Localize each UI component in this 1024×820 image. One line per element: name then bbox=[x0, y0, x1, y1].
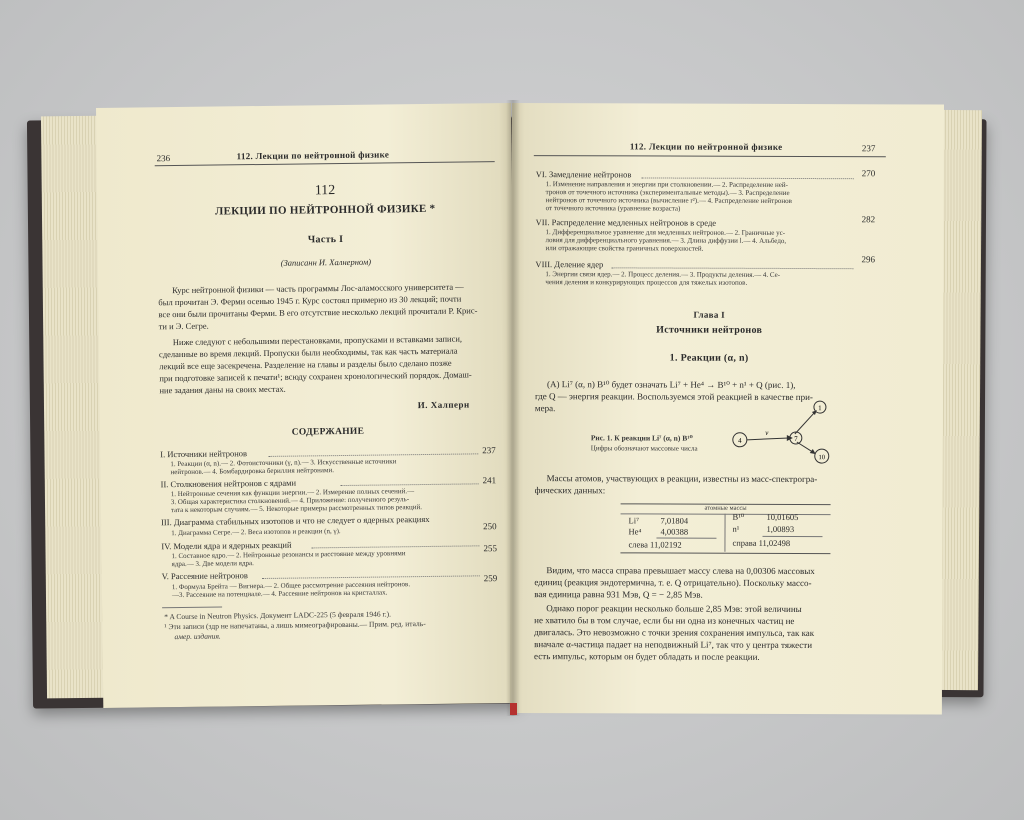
lecture-title: ЛЕКЦИИ ПО НЕЙТРОННОЙ ФИЗИКЕ * bbox=[214, 202, 436, 218]
mass-symbol: He⁴ bbox=[628, 526, 642, 537]
toc-sub: 1. Энергии связи ядер.— 2. Процесс деления.— 3. Продукты деления.— 4. Се- bbox=[545, 270, 781, 279]
mass-symbol: Li⁷ bbox=[628, 515, 640, 526]
right-page bbox=[510, 103, 944, 715]
diagram-node-label: 1 bbox=[818, 404, 822, 413]
footnote: ¹ Эти записи (здр не напечатаны, а лишь мимеографированы.— Прим. ред. италь- bbox=[164, 619, 426, 632]
paragraph-line: есть импульс, которым он будет обладать и после реакции. bbox=[534, 651, 760, 662]
mass-symbol: B¹⁰ bbox=[732, 511, 745, 522]
toc-entry-title: VIII. Деление ядер bbox=[535, 259, 604, 270]
toc-entry-title: VII. Распределение медленных нейтронов в среде bbox=[535, 217, 717, 228]
mass-value: 1,00893 bbox=[766, 523, 795, 534]
intro-line: все они были прочитаны Ферми. В его отсутствие несколько лекций прочитали Р. Крис- bbox=[158, 305, 478, 320]
chapter-label: Глава I bbox=[693, 309, 726, 320]
toc-sub: нейтронов.— 4. Бомбардировка бериллия нейтронами. bbox=[170, 466, 334, 477]
left-page bbox=[96, 103, 518, 708]
toc-entry-title: VI. Замедление нейтронов bbox=[535, 169, 632, 180]
diagram-node-label: 10 bbox=[818, 454, 826, 462]
paragraph-line: мера. bbox=[534, 403, 556, 414]
intro-line: Ниже следуют с небольшими перестановками, пропусками и вставками записи, bbox=[172, 333, 463, 348]
toc-sub: или отражающие свойства граничных поверхностей. bbox=[545, 244, 704, 253]
toc-leader bbox=[268, 453, 478, 457]
right-running-head: 112. Лекции по нейтронной физике bbox=[629, 141, 783, 152]
left-head-rule bbox=[155, 161, 495, 166]
toc-page: 250 bbox=[483, 521, 497, 532]
toc-page: 241 bbox=[482, 475, 497, 486]
mass-table-header: атомные массы bbox=[704, 504, 747, 512]
paragraph-line: Видим, что масса справа превышает массу слева на 0,00306 массовых bbox=[546, 565, 815, 577]
paragraph-line: Массы атомов, участвующих в реакции, известны из масс-спектрогра- bbox=[546, 473, 818, 485]
paragraph-line: фических данных: bbox=[534, 485, 606, 496]
intro-line: Курс нейтронной физики — часть программы Лос-аламосского университета — bbox=[172, 281, 464, 296]
toc-entry-title: V. Рассеяние нейтронов bbox=[161, 570, 248, 582]
intro-line: ние задания даны на своих местах. bbox=[159, 383, 286, 396]
toc-sub: 1. Диаграмма Сегре.— 2. Веса изотопов и реакции (n, γ). bbox=[171, 527, 341, 538]
toc-leader bbox=[642, 177, 854, 179]
footnote: амер. издания. bbox=[174, 631, 221, 642]
diagram-arrow-label: ν bbox=[765, 428, 769, 437]
toc-leader bbox=[341, 483, 479, 486]
figure-note: Цифры обозначают массовые числа bbox=[590, 444, 698, 453]
mass-sum-rule bbox=[656, 538, 716, 539]
right-page-number: 237 bbox=[861, 143, 876, 154]
toc-page: 296 bbox=[861, 254, 875, 265]
diagram-arrow-line bbox=[795, 412, 815, 434]
toc-sub: от точечного источника (уравнение возраста) bbox=[545, 204, 681, 213]
toc-page: 259 bbox=[483, 573, 498, 584]
left-running-head: 112. Лекции по нейтронной физике bbox=[236, 149, 390, 162]
toc-entry-title: I. Источники нейтронов bbox=[160, 448, 248, 460]
toc-leader bbox=[311, 545, 479, 548]
mass-total-left: слева 11,02192 bbox=[628, 539, 682, 550]
reaction-diagram bbox=[725, 394, 837, 470]
diagram-node-label: 4 bbox=[738, 436, 742, 445]
left-page-number: 236 bbox=[156, 153, 171, 164]
footnote-rule bbox=[162, 606, 222, 608]
recorded-by: (Записанн И. Халнерном) bbox=[280, 256, 372, 268]
bookmark-ribbon bbox=[510, 703, 517, 715]
mass-total-right: справа 11,02498 bbox=[732, 537, 791, 548]
mass-sum-rule bbox=[762, 536, 822, 537]
toc-sub: ловия для дифференциального уравнения.— 3. Длина диффузии l.— 4. Альбедо, bbox=[545, 236, 787, 245]
paragraph-line: вая единица равна 931 Мэв, Q = − 2,85 Мэв. bbox=[534, 589, 703, 600]
mass-value: 4,00388 bbox=[660, 526, 689, 537]
toc-entry-title: III. Диаграмма стабильных изотопов и что не следует о ядерных реакциях bbox=[161, 513, 430, 528]
toc-sub: —3. Рассеяние на потенциале.— 4. Рассеяние нейтронов на кристаллах. bbox=[171, 588, 388, 600]
section-title: 1. Реакции (α, n) bbox=[669, 352, 749, 364]
toc-sub: 1. Нейтронные сечения как функции энергии.— 2. Измерение полных сечений.— bbox=[170, 487, 415, 499]
book-gutter bbox=[506, 100, 520, 716]
toc-sub: 1. Дифференциальное уравнение для медленных нейтронов.— 2. Граничные ус- bbox=[545, 228, 786, 237]
part-label: Часть I bbox=[307, 233, 344, 246]
toc-sub: чения деления и конкурирующих процессов для тяжелых изотопов. bbox=[545, 278, 748, 287]
paragraph-line: где Q — энергия реакции. Воспользуемся этой реакцией в качестве при- bbox=[534, 391, 813, 403]
toc-sub: нейтронов от точечного источника (вычисление r²).— 4. Распределение нейтронов bbox=[545, 196, 792, 205]
diagram-node-label: 7 bbox=[794, 434, 798, 443]
toc-sub: 1. Составное ядро.— 2. Нейтронные резонансы и расстояние между уровнями bbox=[171, 549, 406, 561]
paragraph-line: двигалась. Это невозможно с точки зрения сохранения импульса, так как bbox=[534, 627, 815, 639]
paragraph-line: Однако порог реакции несколько больше 2,85 Мэв: этой величины bbox=[546, 603, 802, 615]
signature: И. Халперн bbox=[417, 399, 470, 411]
intro-line: ти и Э. Сегре. bbox=[158, 320, 209, 332]
footnote: * A Course in Neutron Physics. Документ LADC-225 (5 февраля 1946 г.). bbox=[164, 609, 392, 622]
right-head-rule bbox=[534, 155, 886, 157]
diagram-arrow-line bbox=[747, 438, 789, 440]
toc-sub: 1. Реакции (α, n).— 2. Фотоисточники (γ, n).— 3. Искусственные источники bbox=[170, 457, 397, 469]
toc-entry-title: IV. Модели ядра и ядерных реакций bbox=[161, 539, 292, 552]
chapter-number: 112 bbox=[314, 183, 336, 199]
toc-page: 255 bbox=[483, 543, 497, 554]
mass-value: 10,01605 bbox=[766, 511, 799, 523]
toc-page: 282 bbox=[861, 214, 876, 225]
mass-value: 7,01804 bbox=[660, 515, 689, 526]
toc-page: 237 bbox=[482, 445, 496, 456]
figure-caption: Рис. 1. К реакции Li⁷ (α, n) B¹⁰ bbox=[590, 433, 693, 443]
intro-line: лекций все еще засекречена. Разделение на главы и разделы было сделано позже bbox=[159, 357, 452, 372]
paragraph-line: вначале α-частица падает на неподвижный Li⁷, так что у центра тяжести bbox=[534, 639, 813, 651]
contents-heading: СОДЕРЖАНИЕ bbox=[291, 426, 365, 438]
mass-symbol: n¹ bbox=[732, 523, 740, 534]
intro-line: был прочитан Э. Ферми осенью 1945 г. Курс состоял примерно из 30 лекций; почти bbox=[158, 293, 462, 308]
toc-page: 270 bbox=[861, 168, 876, 179]
toc-entry-title: II. Столкновения нейтронов с ядрами bbox=[160, 477, 297, 490]
toc-sub: 3. Общая характеристика столкновений.— 4. Приложение: полученного резуль- bbox=[170, 495, 410, 507]
paragraph-line: (A) Li⁷ (α, n) B¹⁰ будет означать Li⁷ + He⁴ → B¹⁰ + n¹ + Q (рис. 1), bbox=[547, 379, 796, 390]
paragraph-line: единиц (реакция эндотермична, т. е. Q отрицательно). Поскольку массо- bbox=[534, 577, 812, 589]
chapter-title: Источники нейтронов bbox=[656, 324, 763, 336]
toc-leader bbox=[611, 267, 853, 269]
toc-sub: ядра.— 3. Две модели ядра. bbox=[171, 559, 254, 569]
paragraph-line: не хватило бы в том случае, если бы ни одна из конечных частиц не bbox=[534, 615, 795, 626]
toc-leader bbox=[262, 575, 480, 579]
toc-sub: тата к некоторым случаям.— 5. Некоторые примеры рассмотренных типов реакций. bbox=[170, 503, 422, 515]
toc-sub: 1. Формула Брейта — Вигнера.— 2. Общее рассмотрение рассеяния нейтронов. bbox=[171, 580, 411, 592]
toc-sub: тронов от точечного источника (экспериментальные методы).— 3. Распределение bbox=[545, 188, 790, 197]
mass-table-divider bbox=[724, 514, 725, 552]
toc-sub: 1. Изменение направления и энергии при столкновении.— 2. Распределение ней- bbox=[545, 180, 788, 189]
intro-line: сделанные во время лекций. Пропуски были необходимы, так как часть материала bbox=[158, 345, 458, 360]
intro-line: при подготовке записей к печати¹; всюду сохранен хронологический порядок. Домаш- bbox=[159, 369, 472, 384]
